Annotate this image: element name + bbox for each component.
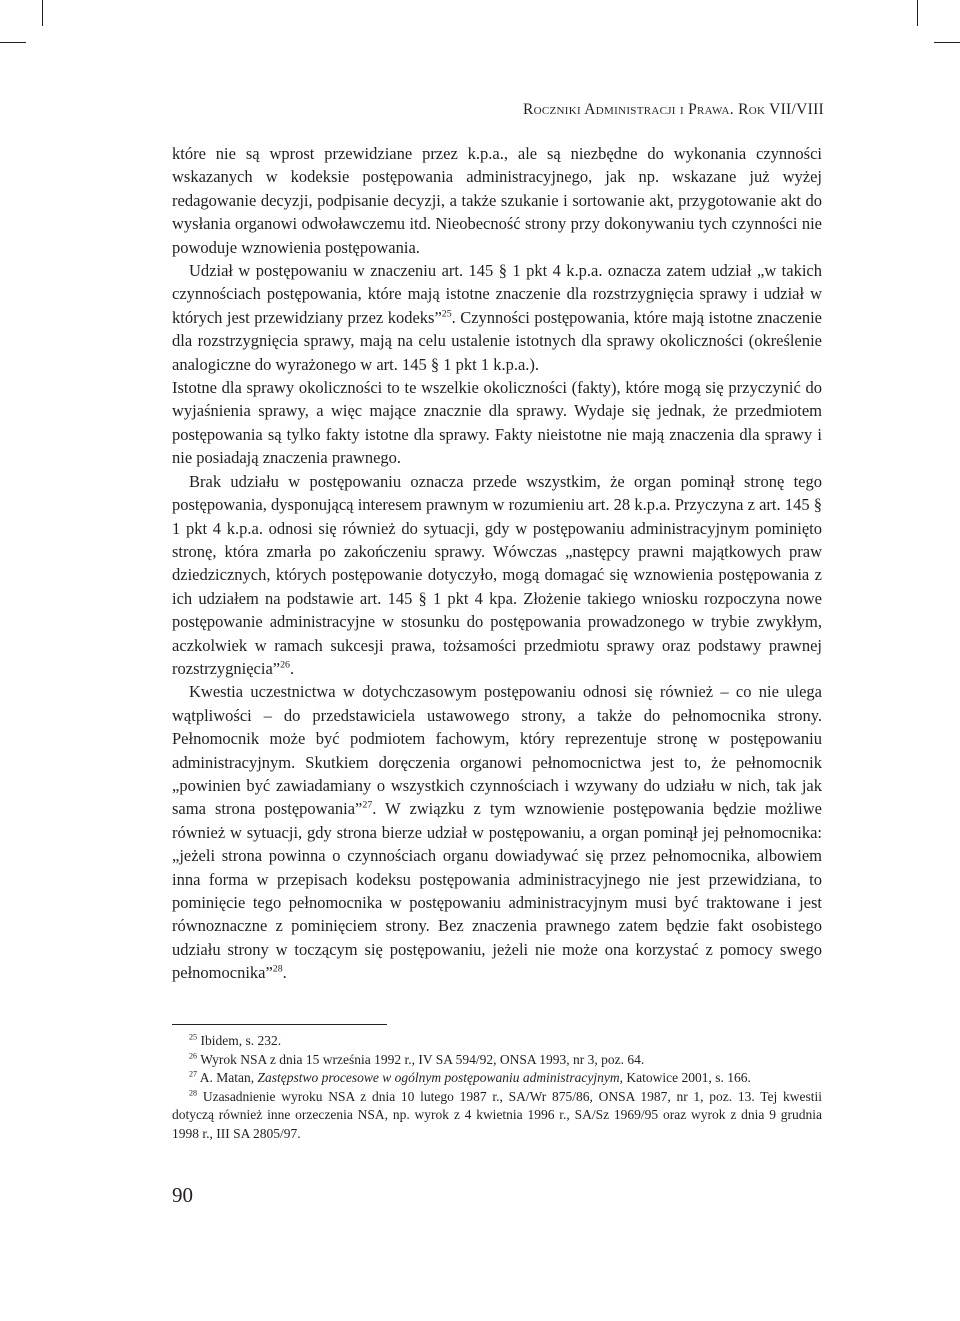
footnote-27-rest: , Katowice 2001, s. 166. [619,1070,751,1085]
paragraph-2-text: Udział w postępowaniu w znaczeniu art. 145 § 1 pkt 4 k.p.a. oznacza zatem udział „w takich czynnościach postępowania, które mają istotne znaczenie dla rozstrzygnięcia sprawy i udział w których jest przewidziany przez kodeks” [172,261,822,327]
footnotes [172,1032,822,1143]
footnote-28 [172,1088,822,1144]
paragraph-3: Istotne dla sprawy okoliczności to te wszelkie okoliczności (fakty), które mogą się przyczynić do wyjaśnienia sprawy, a więc mające znacznie dla sprawy. Wydaje się jednak, że przedmiotem postępowania są tylko fakty istotne dla sprawy. Fakty nieistotne nie mają znaczenia dla sprawy i nie posiadają znaczenia prawnego. [172,378,822,468]
paragraph-4-text: Brak udziału w postępowaniu oznacza przede wszystkim, że organ pominął stronę tego postępowania, dysponującą interesem prawnym w rozumieniu art. 28 k.p.a. Przyczyna z art. 145 § 1 pkt 4 k.p.a. odnosi się również do sytuacji, gdy w postępowaniu administracyjnym pominięto stronę, która zmarła po zakończeniu sprawy. Wówczas „następcy prawni majątkowych praw dziedzicznych, których postępowanie dotyczyło, mogą domagać się wznowienia postępowania z ich udziałem na podstawie art. 145 § 1 pkt 4 kpa. Złożenie takiego wniosku rozpoczyna nowe postępowanie administracyjne w stosunku do postępowania prowadzonego w trybie zwykłym, aczkolwiek w ramach sukcesji prawa, tożsamości przedmiotu sprawy oraz podstawy prawnej rozstrzygnięcia” [172,471,822,678]
running-head: Roczniki Administracji i Prawa. Rok VII/VIII [523,101,824,118]
footnote-26-text: Wyrok NSA z dnia 15 września 1992 r., IV SA 594/92, ONSA 1993, nr 3, poz. 64. [200,1051,645,1067]
body-text [172,142,822,985]
footnote-ref-26: 26 [280,659,290,671]
paragraph-5-end: . [282,963,287,983]
footnote-ref-28: 28 [272,963,283,975]
paragraph-4-end: . [289,658,295,678]
footnote-ref-25: 25 [441,308,452,320]
footnote-ref-27: 27 [362,799,373,811]
footnote-27-number: 27 [189,1069,198,1079]
paragraph-4 [172,470,822,681]
footnote-26 [172,1051,822,1070]
footnote-25-text: Ibidem, s. 232. [200,1033,282,1048]
footnote-25-number: 25 [189,1032,198,1042]
crop-mark-top-right [917,0,918,26]
crop-mark-top-left [42,0,43,26]
footnote-27-title: Zastępstwo procesowe w ogólnym postępowaniu administracyjnym [257,1070,620,1085]
footnote-27 [172,1069,822,1088]
crop-mark-top-left-h [0,42,26,43]
paragraph-5 [172,680,822,984]
paragraph-2-cont: . Czynności postępowania, które mają istotne znaczenie dla rozstrzygnięcia sprawy, mają na celu ustalenie istotnych dla sprawy okoliczności (określenie analogiczne do wyrażonego w art. 145 § 1 pkt 1 k.p.a.). [172,307,822,374]
footnote-25 [172,1032,822,1051]
paragraph-1: które nie są wprost przewidziane przez k.p.a., ale są niezbędne do wykonania czynności wskazanych w kodeksie postępowania administracyjnego, jak np. wskazane już wyżej redagowanie decyzji, podpisanie decyzji, a także szukanie i sortowanie akt, przygotowanie akt do wysłania organowi odwoławczemu itd. Nieobecność strony przy dokonywaniu tych czynności nie powoduje wznowienia postępowania. [172,144,822,257]
crop-mark-top-right-h [934,42,960,43]
footnote-separator [172,1024,387,1025]
footnote-28-text: Uzasadnienie wyroku NSA z dnia 10 lutego 1987 r., SA/Wr 875/86, ONSA 1987, nr 1, poz. 13. Tej kwestii dotyczą również inne orzeczenia NSA, np. wyrok z 4 kwietnia 1996 r., SA/Sz 1969/95 oraz wyrok z dnia 9 grudnia 1998 r., III SA 2805/97. [172,1088,822,1141]
paragraph-2 [172,259,822,376]
footnote-28-number: 28 [189,1088,198,1097]
footnote-27-author: A. Matan, [199,1070,258,1085]
footnote-26-number: 26 [189,1051,198,1060]
page-number: 90 [172,1183,193,1207]
paragraph-5-text: Kwestia uczestnictwa w dotychczasowym postępowaniu odnosi się również – co nie ulega wątpliwości – do przedstawiciela ustawowego strony, a także do pełnomocnika strony. Pełnomocnik może być podmiotem fachowym, który reprezentuje stronę w postępowaniu administracyjnym. Skutkiem doręczenia organowi pełnomocnictwa jest to, że pełnomocnik „powinien być zawiadamiany o wszystkich czynnościach i wzywany do udziału w nich, tak jak sama strona postępowania” [172,682,822,819]
paragraph-5-cont: . W związku z tym wznowienie postępowania będzie możliwe również w sytuacji, gdy strona bierze udział w postępowaniu, a organ pominął jej pełnomocnika: „jeżeli strona powinna o czynnościach organu dowiadywać się przez pełnomocnika, albowiem inna forma w przepisach kodeksu postępowania administracyjnego nie jest przewidziana, to pominięcie tego pełnomocnika w postępowaniu administracyjnym musi być traktowane i jest równoznaczne z pominięciem strony. Bez znaczenia prawnego zatem będzie fakt osobistego udziału strony w toczącym się postępowaniu, jeżeli nie może ona korzystać z pomocy swego pełnomocnika” [172,799,822,983]
